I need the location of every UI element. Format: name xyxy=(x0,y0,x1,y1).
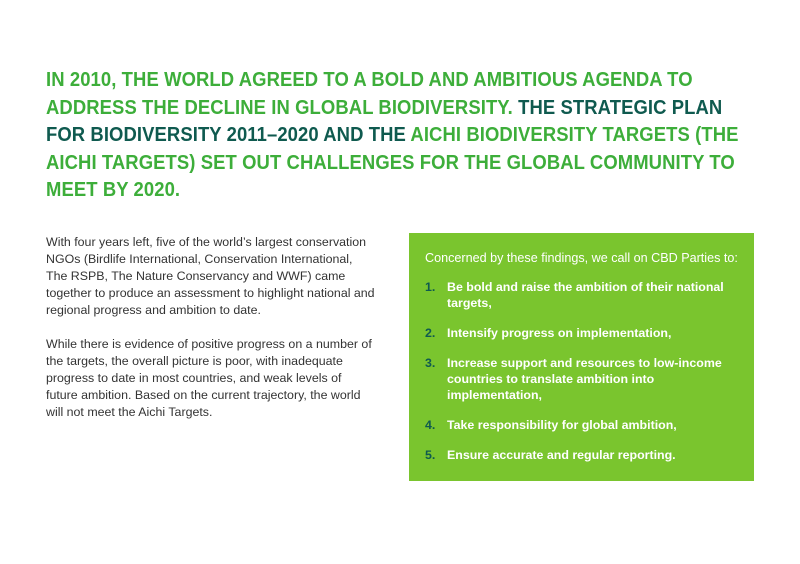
list-item xyxy=(425,325,738,341)
list-item-number: 1. xyxy=(425,280,436,294)
call-list xyxy=(425,279,738,463)
body-text xyxy=(46,234,376,438)
list-item-text: Be bold and raise the ambition of their national targets, xyxy=(447,280,724,310)
headline-part-2: THE STRATEGIC PLAN FOR BIODIVERSITY 2011–2020 AND THE xyxy=(46,95,723,146)
headline-part-4: (THE AICHI TARGETS) SET OUT CHALLENGES FOR THE GLOBAL COMMUNITY TO MEET BY 2020. xyxy=(46,123,739,201)
callout-box xyxy=(409,233,754,481)
list-item-text: Intensify progress on implementation, xyxy=(447,326,672,340)
list-item-text: Ensure accurate and regular reporting. xyxy=(447,448,676,462)
list-item-number: 5. xyxy=(425,448,436,462)
list-item-number: 3. xyxy=(425,356,436,370)
headline-part-1: IN 2010, THE WORLD AGREED TO A BOLD AND AMBITIOUS AGENDA TO ADDRESS THE DECLINE IN GLOBAL BIODIVERSITY. xyxy=(46,68,693,119)
list-item-number: 4. xyxy=(425,418,436,432)
body-paragraph-2: While there is evidence of positive progress on a number of the targets, the overall picture is poor, with inadequate progress to date in most countries, and weak levels of future ambition. Based on the current trajectory, the world will not meet the Aichi Targets. xyxy=(46,337,372,419)
list-item-text: Take responsibility for global ambition, xyxy=(447,418,677,432)
list-item xyxy=(425,355,738,403)
list-item xyxy=(425,447,738,463)
headline-part-3: AICHI BIODIVERSITY TARGETS xyxy=(410,123,690,146)
headline xyxy=(46,66,757,204)
list-item-number: 2. xyxy=(425,326,436,340)
callout-intro: Concerned by these findings, we call on CBD Parties to: xyxy=(425,251,738,265)
body-paragraph-1: With four years left, five of the world’s largest conservation NGOs (Birdlife International, Conservation International, The RSPB, The Nature Conservancy and WWF) came together to produce an assessment to highlight national and regional progress and ambition to date. xyxy=(46,235,375,317)
list-item xyxy=(425,279,738,311)
list-item xyxy=(425,417,738,433)
list-item-text: Increase support and resources to low-income countries to translate ambition into implementation, xyxy=(447,356,722,402)
